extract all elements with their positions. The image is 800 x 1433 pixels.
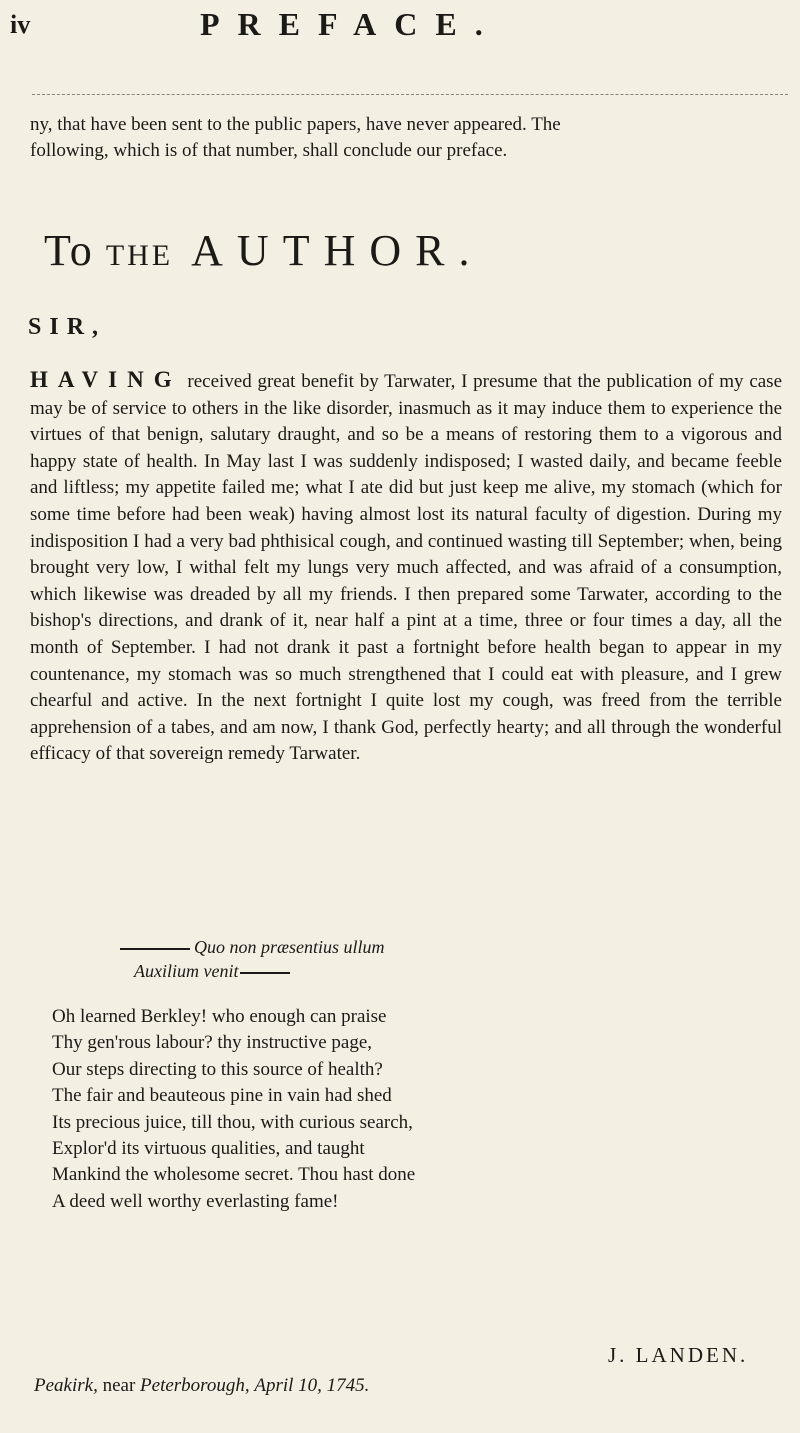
salutation: SIR, <box>28 314 107 340</box>
page-number: iv <box>10 10 31 39</box>
place-and-date <box>34 1375 369 1397</box>
letter-date: April 10, 1745. <box>254 1375 370 1396</box>
title-to: To <box>44 226 94 275</box>
poem-line: Oh learned Berkley! who enough can praise <box>52 1006 387 1027</box>
letter-body-text: received great benefit by Tarwater, I presume that the publication of my case may be of service to others in the like disorder, inasmuch as it may induce them to experience the virtues of that benign, salutary draught, and so be a means of restoring them to a vigorous and happy state of health. In May last I was suddenly indisposed; I wasted daily, and became feeble and liftless; my appetite failed me; what I ate did but just keep me alive, my stomach (which for some time before had been weak) having almost lost its natural faculty of digestion. During my indisposition I had a very bad phthisical cough, and continued wasting till September; when, being brought very low, I withal felt my lungs very much affected, and was afraid of a consumption, which likewise was dreaded by all my friends. I then prepared some Tarwater, according to the bishop's directions, and drank of it, near half a pint at a time, three or four times a day, all the month of September. I had not drank it past a fortnight before health began to appear in my countenance, my stomach was so much strengthened that I could eat with pleasure, and I grew chearful and active. In the next fortnight I quite lost my cough, was freed from the terrible apprehension of a tabes, and am now, I thank God, perfectly hearty; and all through the wonderful efficacy of that sovereign remedy Tarwater. <box>30 371 783 765</box>
poem-line: Our steps directing to this source of health? <box>52 1058 383 1080</box>
poem-line: Thy gen'rous labour? thy instructive page, <box>52 1032 373 1054</box>
page-header <box>10 4 790 44</box>
letter-body <box>30 367 782 768</box>
poem-line: Explor'd its virtuous qualities, and taught <box>52 1138 365 1160</box>
latin-quotation <box>120 935 480 983</box>
poem-line: Mankind the wholesome secret. Thou hast done <box>52 1164 416 1186</box>
quote-line-2: Auxilium venit <box>134 961 239 981</box>
place-town: Peterborough, <box>140 1375 250 1396</box>
title-author: AUTHOR. <box>191 226 484 275</box>
intro-paragraph <box>30 112 770 164</box>
signature: J. LANDEN. <box>608 1343 749 1367</box>
poem <box>52 1004 415 1215</box>
title-the: THE <box>105 239 174 272</box>
running-head: PREFACE. <box>200 6 501 42</box>
poem-line: The fair and beauteous pine in vain had shed <box>52 1085 392 1107</box>
header-rule <box>32 94 788 95</box>
intro-line: ny, that have been sent to the public papers, have never appeared. The <box>30 114 561 135</box>
place-near: near <box>102 1375 136 1396</box>
poem-line: Its precious juice, till thou, with curious search, <box>52 1111 413 1133</box>
quote-dash <box>240 972 290 974</box>
letter-title <box>44 225 483 276</box>
poem-line: A deed well worthy everlasting fame! <box>52 1190 339 1212</box>
opening-word: HAVING <box>30 367 182 392</box>
quote-line-1: Quo non præsentius ullum <box>194 937 385 957</box>
quote-dash <box>120 948 190 950</box>
place-location: Peakirk, <box>34 1375 98 1396</box>
intro-line: following, which is of that number, shall conclude our preface. <box>30 140 508 161</box>
